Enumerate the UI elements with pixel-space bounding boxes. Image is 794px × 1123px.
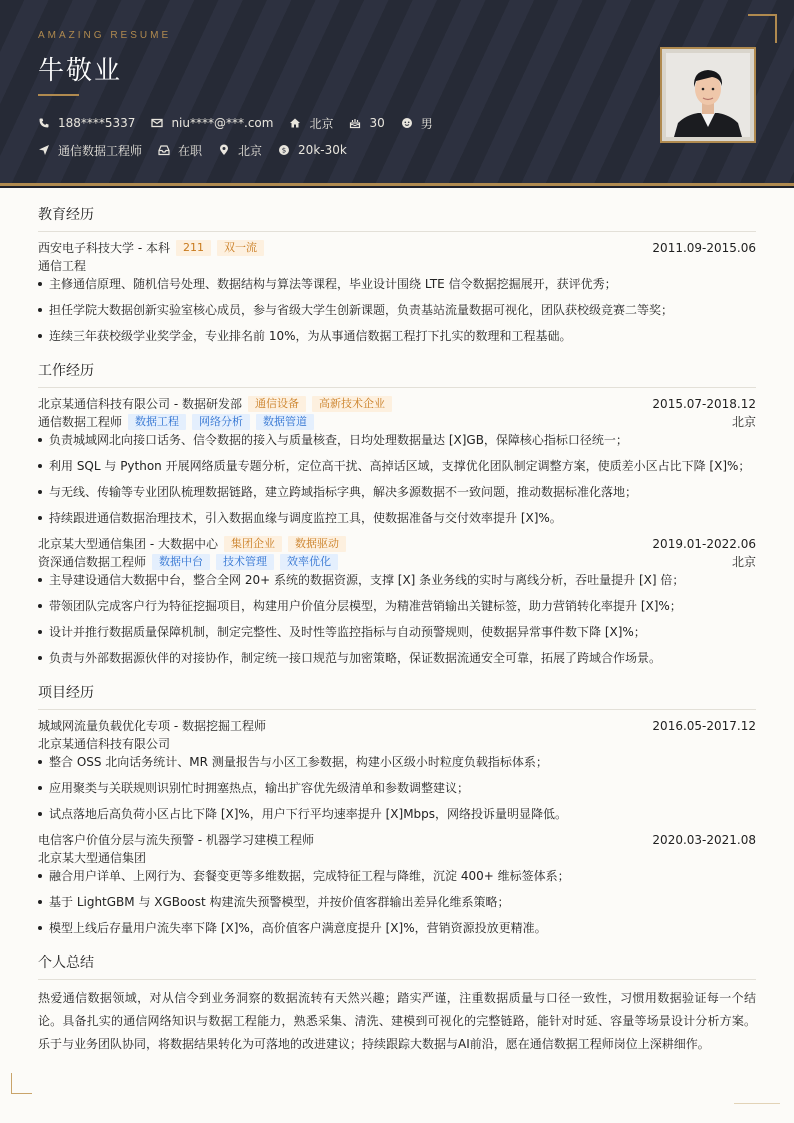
list-item: 试点落地后高负荷小区占比下降 [X]%，用户下行平均速率提升 [X]Mbps，网络投诉量明显降低。: [38, 805, 756, 823]
send-icon: [38, 144, 50, 156]
skill-tag: 技术管理: [216, 554, 274, 570]
list-item: 融合用户详单、上网行为、套餐变更等多维数据，完成特征工程与降维，沉淀 400+ 维标签体系；: [38, 867, 756, 885]
company-tag: 集团企业: [224, 536, 282, 552]
project-row: [38, 831, 756, 849]
list-item: 担任学院大数据创新实验室核心成员，参与省级大学生创新课题，负责基站流量数据可视化，团队获校级竞赛二等奖；: [38, 301, 756, 319]
school-tag: 211: [176, 240, 211, 256]
project-date: 2020.03-2021.08: [652, 833, 756, 847]
resume-header: [0, 0, 794, 183]
email-text: niu****@***.com: [171, 116, 274, 130]
job-location: 北京: [731, 415, 756, 429]
job-date: 2019.01-2022.06: [652, 537, 756, 551]
section-title: 个人总结: [38, 953, 756, 980]
mail-icon: [151, 117, 163, 129]
corner-decoration: [11, 1073, 32, 1094]
education-section: [38, 205, 756, 345]
intent-status: [158, 142, 202, 158]
project-org: 北京某大型通信集团: [38, 851, 147, 865]
location-text: 北京: [238, 143, 263, 158]
company-tag: 通信设备: [248, 396, 306, 412]
age-text: 30: [369, 116, 385, 130]
contact-age: [349, 115, 384, 131]
school-name: 西安电子科技大学 - 本科: [38, 241, 170, 255]
education-bullets: [38, 275, 756, 345]
list-item: 利用 SQL 与 Python 开展网络质量专题分析，定位高干扰、高掉话区域，支撑优化团队制定调整方案，使质差小区占比下降 [X]%；: [38, 457, 756, 475]
list-item: 与无线、传输等专业团队梳理数据链路，建立跨域指标字典，解决多源数据不一致问题，推动数据标准化落地；: [38, 483, 756, 501]
avatar: [666, 53, 750, 137]
education-date: 2011.09-2015.06: [652, 241, 756, 255]
company-row: [38, 535, 756, 553]
contact-row: [38, 115, 449, 131]
position-text: 通信数据工程师: [58, 143, 143, 158]
contact-phone: [38, 115, 135, 131]
intent-location: [218, 142, 262, 158]
list-item: 整合 OSS 北向话务统计、MR 测量报告与小区工参数据，构建小区级小时粒度负载指标体系；: [38, 753, 756, 771]
list-item: 连续三年获校级学业奖学金，专业排名前 10%，为从事通信数据工程打下扎实的数理和工程基础。: [38, 327, 756, 345]
intent-position: [38, 142, 142, 158]
city-text: 北京: [309, 116, 334, 131]
inbox-icon: [158, 144, 170, 156]
company-row: [38, 395, 756, 413]
job-location: 北京: [731, 555, 756, 569]
project-bullets: [38, 867, 756, 937]
salary-icon: [278, 144, 290, 156]
profile-photo-frame: [660, 47, 756, 143]
list-item: 带领团队完成客户行为特征挖掘项目，构建用户价值分层模型，为精准营销输出关键标签，助力营销转化率提升 [X]%；: [38, 597, 756, 615]
header-kicker: AMAZING RESUME: [38, 30, 172, 41]
school-tag: 双一流: [217, 240, 264, 256]
resume-body: [38, 205, 756, 1072]
project-entry: [38, 717, 756, 823]
gender-text: 男: [420, 116, 433, 131]
company-name: 北京某通信科技有限公司 - 数据研发部: [38, 397, 242, 411]
job-role: 通信数据工程师: [38, 415, 123, 429]
project-name: 电信客户价值分层与流失预警 - 机器学习建模工程师: [38, 833, 314, 847]
skill-tag: 数据工程: [128, 414, 186, 430]
role-row: [38, 413, 756, 431]
list-item: 主修通信原理、随机信号处理、数据结构与算法等课程，毕业设计围绕 LTE 信令数据挖掘展开，获评优秀；: [38, 275, 756, 293]
skill-tag: 效率优化: [280, 554, 338, 570]
section-title: 教育经历: [38, 205, 756, 232]
cake-icon: [349, 117, 361, 129]
salary-text: 20k-30k: [298, 143, 347, 157]
intent-salary: [278, 142, 347, 158]
job-entry: [38, 535, 756, 667]
company-tag: 数据驱动: [288, 536, 346, 552]
summary-text: 热爱通信数据领域，对从信令到业务洞察的数据流转有天然兴趣；踏实严谨，注重数据质量与口径一致性，习惯用数据验证每一个结论。具备扎实的通信网络知识与数据工程能力，熟悉采集、清洗、建模到可视化的完整链路，能针对时延、容量等场景设计分析方案。乐于与业务团队协同，将数据结果转化为可落地的改进建议；持续跟踪大数据与AI前沿，愿在通信数据工程师岗位上深耕细作。: [38, 991, 756, 1051]
skill-tag: 网络分析: [192, 414, 250, 430]
profile-photo: [666, 53, 750, 137]
contact-city: [289, 115, 333, 131]
list-item: 设计并推行数据质量保障机制，制定完整性、及时性等监控指标与自动预警规则，使数据异常事件数下降 [X]%；: [38, 623, 756, 641]
candidate-name: 牛敬业: [38, 56, 123, 86]
projects-section: [38, 683, 756, 937]
phone-icon: [38, 117, 50, 129]
project-entry: [38, 831, 756, 937]
job-bullets: [38, 431, 756, 527]
svg-text:$: $: [281, 146, 287, 155]
list-item: 模型上线后存量用户流失率下降 [X]%，高价值客户满意度提升 [X]%，营销资源投放更精准。: [38, 919, 756, 937]
project-row: [38, 717, 756, 735]
status-text: 在职: [178, 143, 203, 158]
header-dark-rule: [0, 186, 794, 188]
project-org: 北京某通信科技有限公司: [38, 737, 171, 751]
job-bullets: [38, 571, 756, 667]
project-bullets: [38, 753, 756, 823]
phone-text: 188****5337: [58, 116, 136, 130]
skill-tag: 数据管道: [256, 414, 314, 430]
job-role: 资深通信数据工程师: [38, 555, 147, 569]
footer-rule: [734, 1103, 780, 1104]
list-item: 主导建设通信大数据中台，整合全网 20+ 系统的数据资源，支撑 [X] 条业务线的实时与离线分析，吞吐量提升 [X] 倍；: [38, 571, 756, 589]
contact-gender: [401, 115, 433, 131]
job-intent-row: [38, 142, 363, 158]
project-date: 2016.05-2017.12: [652, 719, 756, 733]
contact-email: [151, 115, 273, 131]
company-tag: 高新技术企业: [312, 396, 392, 412]
home-icon: [289, 117, 301, 129]
list-item: 持续跟进通信数据治理技术，引入数据血缘与调度监控工具，使数据准备与交付效率提升 [X]%。: [38, 509, 756, 527]
skill-tag: 数据中台: [152, 554, 210, 570]
work-section: [38, 361, 756, 667]
name-underline: [38, 94, 79, 96]
job-date: 2015.07-2018.12: [652, 397, 756, 411]
list-item: 负责与外部数据源伙伴的对接协作，制定统一接口规范与加密策略，保证数据流通安全可靠，拓展了跨域合作场景。: [38, 649, 756, 667]
location-pin-icon: [218, 144, 230, 156]
education-header-row: [38, 239, 756, 257]
list-item: 基于 LightGBM 与 XGBoost 构建流失预警模型，并按价值客群输出差异化维系策略；: [38, 893, 756, 911]
corner-decoration: [748, 14, 777, 43]
project-name: 城域网流量负载优化专项 - 数据挖掘工程师: [38, 719, 266, 733]
gender-icon: [401, 117, 413, 129]
section-title: 工作经历: [38, 361, 756, 388]
job-entry: [38, 395, 756, 527]
role-row: [38, 553, 756, 571]
summary-section: [38, 953, 756, 1056]
major: 通信工程: [38, 259, 87, 273]
list-item: 应用聚类与关联规则识别忙时拥塞热点，输出扩容优先级清单和参数调整建议；: [38, 779, 756, 797]
list-item: 负责城域网北向接口话务、信令数据的接入与质量核查，日均处理数据量达 [X]GB，保障核心指标口径统一；: [38, 431, 756, 449]
section-title: 项目经历: [38, 683, 756, 710]
company-name: 北京某大型通信集团 - 大数据中心: [38, 537, 218, 551]
